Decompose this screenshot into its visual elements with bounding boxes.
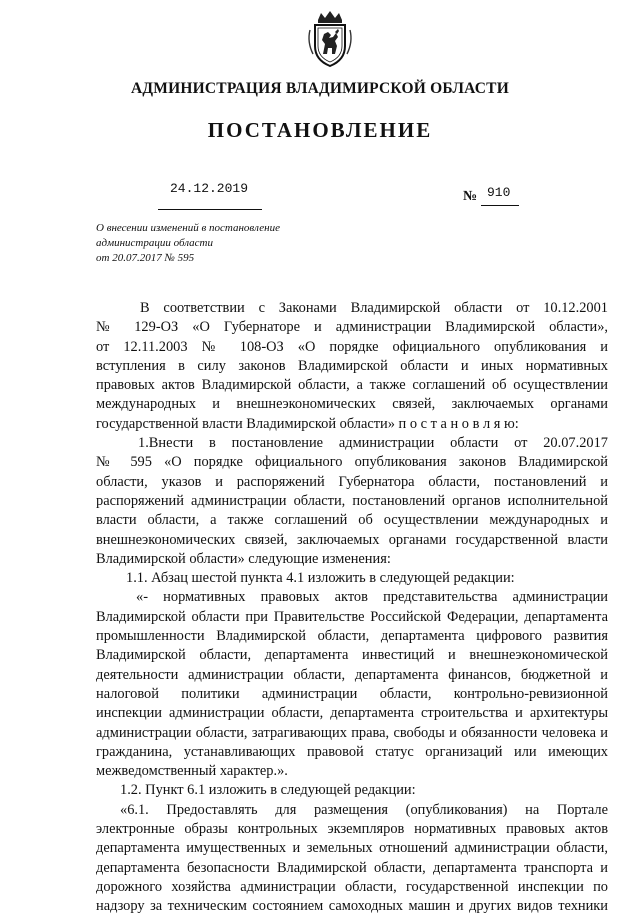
date-underline xyxy=(158,209,262,210)
body-line: администрации области, затрагивающих права, свободы и обязанности человека и xyxy=(96,724,608,741)
body-line: В соответствии с Законами Владимирской области от 10.12.2001 xyxy=(140,300,608,316)
body-line: департамента безопасности Владимирской области, департамента транспорта и xyxy=(96,859,608,876)
body-line: департамента имущественных и земельных отношений администрации области, xyxy=(96,840,608,857)
coat-of-arms-icon xyxy=(305,10,355,68)
document-type-title: ПОСТАНОВЛЕНИЕ xyxy=(207,118,433,142)
document-body xyxy=(96,299,608,917)
body-line: дорожного хозяйства администрации области, государственной инспекции по xyxy=(96,878,608,895)
body-line: распоряжений администрации области, постановлений органов исполнительной xyxy=(96,492,608,509)
body-line: промышленности Владимирской области, департамента цифрового развития xyxy=(96,628,608,645)
body-line: деятельности администрации области, департамента финансов, бюджетной и xyxy=(96,666,608,683)
organization-name: АДМИНИСТРАЦИЯ ВЛАДИМИРСКОЙ ОБЛАСТИ xyxy=(131,80,509,97)
body-line: вступления в силу законов Владимирской области и иных нормативных xyxy=(96,357,608,374)
body-line: межведомственный характер.». xyxy=(96,763,288,780)
body-line: № 595 «О порядке официального опубликования законов Владимирской xyxy=(96,454,608,471)
body-line: международных и внешнеэкономических связей, заключаемых органами xyxy=(96,396,608,413)
document-number: 910 xyxy=(487,185,511,200)
body-line: инспекции администрации области, департамента строительства и архитектуры xyxy=(96,705,608,722)
body-line: Владимирской области при Правительстве Российской Федерации, департамента xyxy=(96,608,608,625)
body-line: от 12.11.2003 № 108-ОЗ «О порядке официального опубликования и xyxy=(96,338,608,355)
body-line: «- нормативных правовых актов представительства администрации xyxy=(136,589,608,606)
subject-line: от 20.07.2017 № 595 xyxy=(96,252,195,264)
body-line: области, указов и распоряжений Губернатора области, постановлений и xyxy=(96,473,608,490)
body-line: 1.Внести в постановление администрации области от 20.07.2017 xyxy=(138,435,608,452)
body-line: № 129-ОЗ «О Губернаторе и администрации Владимирской области», xyxy=(96,319,608,336)
document-subject xyxy=(96,221,280,266)
body-line: надзору за техническим состоянием самоходных машин и других видов техники xyxy=(96,898,608,915)
body-line: Владимирской области, департамента инвестиций и внешнеэкономической xyxy=(96,647,608,664)
body-line: правовых актов Владимирской области, а также соглашений об осуществлении xyxy=(96,377,608,394)
body-line: государственной власти Владимирской области» п о с т а н о в л я ю: xyxy=(96,415,519,432)
body-line: 1.2. Пункт 6.1 изложить в следующей редакции: xyxy=(120,782,416,799)
body-line: внешнеэкономических связей, заключаемых органами государственной власти xyxy=(96,531,608,548)
body-line: власти области, а также соглашений об осуществлении международных и xyxy=(96,512,608,529)
body-line: «6.1. Предоставлять для размещения (опубликования) на Портале xyxy=(120,801,608,818)
body-line: 1.1. Абзац шестой пункта 4.1 изложить в следующей редакции: xyxy=(126,570,515,587)
subject-line: О внесении изменений в постановление xyxy=(96,222,280,234)
body-line: налоговой политики администрации области, контрольно-ревизионной xyxy=(96,685,608,702)
body-line: гражданина, устанавливающих правовой статус организаций или имеющих xyxy=(96,743,608,760)
document-date: 24.12.2019 xyxy=(170,181,249,196)
subject-line: администрации области xyxy=(96,237,213,249)
number-sign: № xyxy=(463,189,478,204)
number-underline xyxy=(481,205,519,206)
body-line: Владимирской области» следующие изменения: xyxy=(96,550,391,567)
body-line: электронные образы контрольных экземпляров нормативных правовых актов xyxy=(96,821,608,838)
